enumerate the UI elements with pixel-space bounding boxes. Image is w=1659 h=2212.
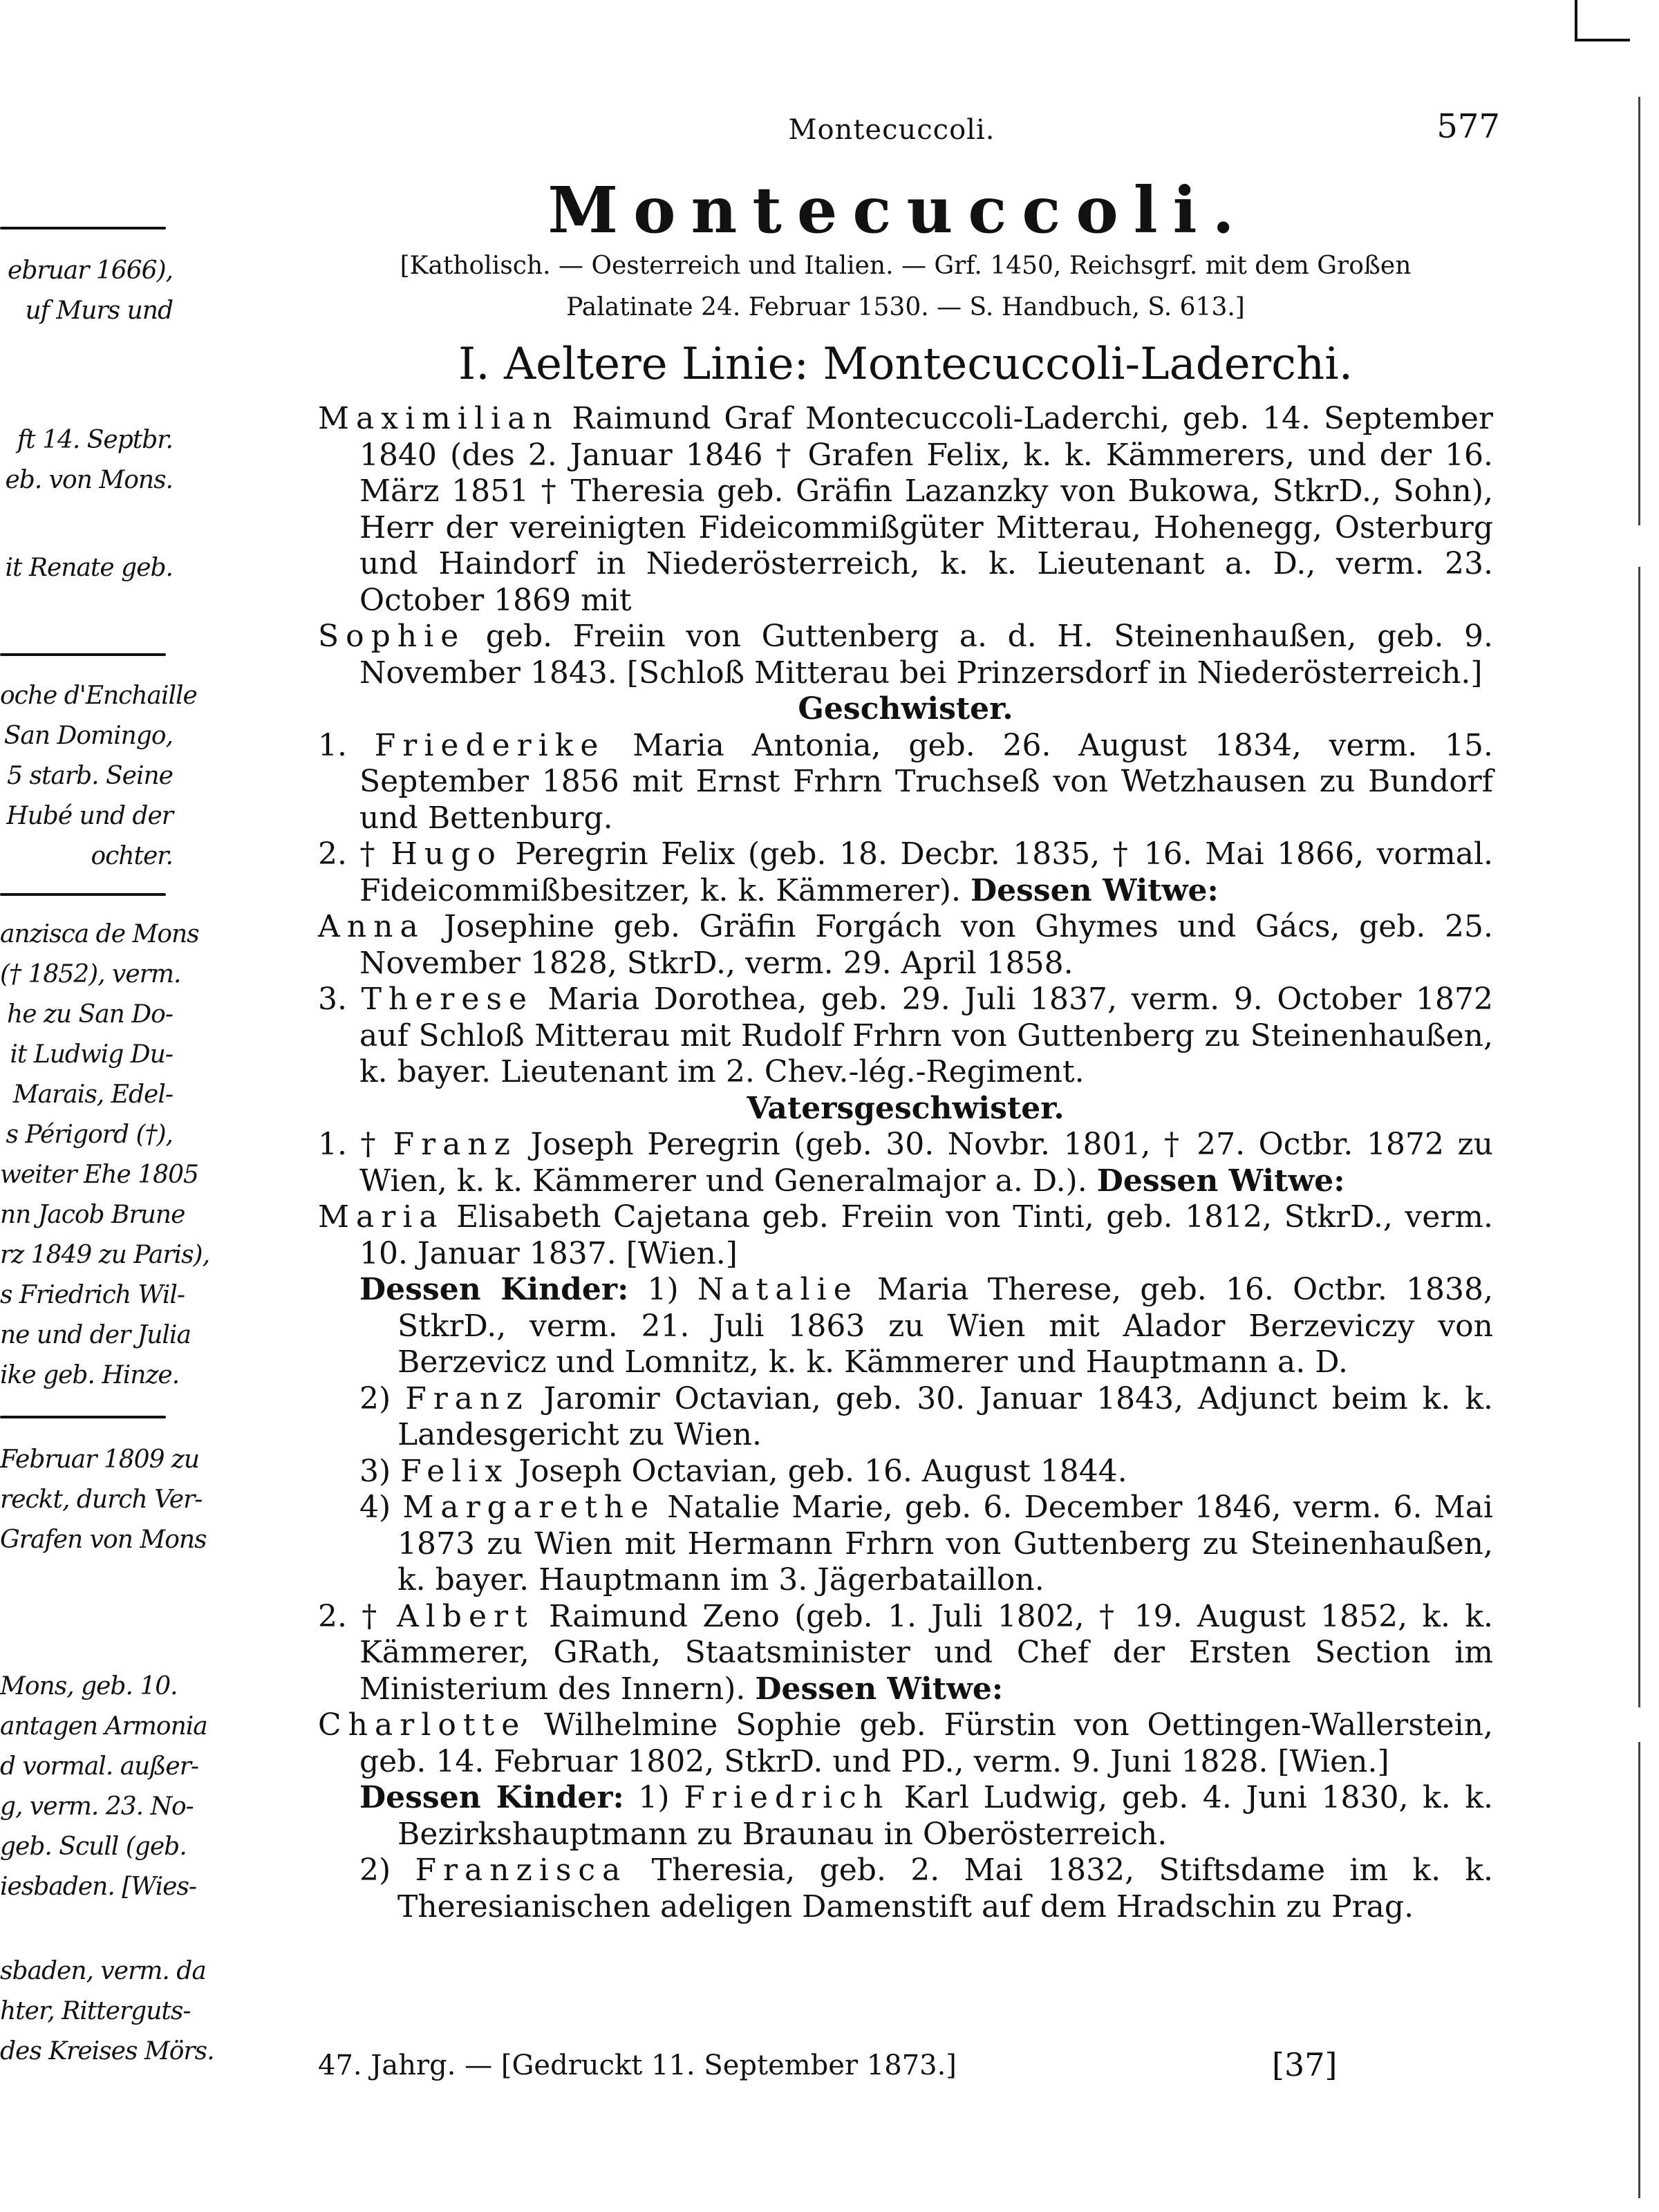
genealogy-body <box>318 401 1493 1925</box>
fragment-line: uf Murs und <box>25 297 173 325</box>
entry-number: 1. <box>318 727 375 763</box>
entry-number: 1) <box>624 1780 684 1815</box>
fragment-line: ike geb. Hinze. <box>0 1361 180 1389</box>
fragment-line: rz 1849 zu Paris), <box>0 1241 210 1269</box>
fragment-line: antagen Armonia <box>0 1712 207 1741</box>
widow-entry <box>318 1707 1493 1780</box>
child-entry <box>318 1381 1493 1454</box>
person-name: Therese <box>361 982 534 1017</box>
spouse-entry <box>318 619 1493 691</box>
fragment-line: Februar 1809 zu <box>0 1445 200 1474</box>
entry-number: 2) <box>359 1853 415 1888</box>
widow-entry <box>318 1199 1493 1272</box>
uncle-entry <box>318 1599 1493 1708</box>
page-edge-line <box>1638 567 1640 1707</box>
entry-text: Maria Therese, geb. 16. Octbr. 1838, StkrD., verm. 21. Juli 1863 zu Wien mit Alador Berzeviczy von Berzevicz und Lomnitz, k. k. Kämmerer und Hauptmann a. D. <box>397 1272 1493 1380</box>
section-title: I. Aeltere Linie: Montecuccoli-Laderchi. <box>458 339 1353 390</box>
crop-mark-vertical <box>1575 0 1577 41</box>
signature-mark: [37] <box>1272 2046 1338 2083</box>
person-name: Hugo <box>391 836 503 872</box>
person-name: Charlotte <box>318 1707 527 1743</box>
widow-label: Dessen Witwe: <box>1096 1163 1345 1199</box>
fragment-line: nn Jacob Brune <box>0 1201 185 1229</box>
fragment-line: San Domingo, <box>3 722 173 750</box>
page-title: Montecuccoli. <box>547 173 1250 247</box>
fragment-line: it Renate geb. <box>5 554 173 582</box>
entry-text: Karl Ludwig, geb. 4. Juni 1830, k. k. Bezirkshauptmann zu Braunau in Oberösterreich. <box>397 1780 1493 1852</box>
person-name: Franz <box>405 1380 529 1416</box>
person-name: Anna <box>318 909 425 944</box>
child-entry <box>318 1454 1493 1490</box>
sibling-entry <box>318 836 1493 909</box>
entry-text: Maria Dorothea, geb. 29. Juli 1837, verm. 9. October 1872 auf Schloß Mitterau mit Rudolf Frhrn von Guttenberg zu Steinenhaußen, k. bayer. Lieutenant im 2. Chev.-lég.-Regiment. <box>359 982 1493 1089</box>
entry-number: 3. <box>318 982 362 1017</box>
fragment-line: d vormal. außer- <box>0 1752 199 1781</box>
person-name: Sophie <box>318 619 466 654</box>
fragment-line: geb. Scull (geb. <box>0 1833 187 1861</box>
fragment-line: he zu San Do- <box>7 1000 173 1029</box>
entry-text: Raimund Graf Montecuccoli-Laderchi, geb. 14. September 1840 (des 2. Januar 1846 † Grafen Felix, k. k. Kämmerers, und der 16. März 1851 † Theresia geb. Gräfin Lazanzky von Bukowa, StkrD., Sohn), Herr der vereinigten Fideicommißgüter Mitterau, Hohenegg, Osterburg und Haindorf in Niederösterreich, k. k. Lieutenant a. D., verm. 23. October 1869 mit <box>359 401 1493 618</box>
fragment-line: des Kreises Mörs. <box>0 2037 214 2065</box>
fragment-rule <box>0 1416 166 1418</box>
sibling-entry <box>318 982 1493 1091</box>
fragment-line: s Friedrich Wil- <box>0 1281 185 1309</box>
person-name: Friederike <box>374 727 606 763</box>
fragment-line: anzisca de Mons <box>0 920 199 948</box>
entry-text: Josephine geb. Gräfin Forgách von Ghymes und Gács, geb. 25. November 1828, StkrD., verm. 29. April 1858. <box>359 909 1493 981</box>
fragment-line: Hubé und der <box>6 802 173 830</box>
head-of-house-entry <box>318 401 1493 619</box>
uncles-heading: Vatersgeschwister. <box>747 1090 1065 1126</box>
fragment-line: ebruar 1666), <box>8 256 173 285</box>
entry-text: geb. Freiin von Guttenberg a. d. H. Steinenhaußen, geb. 9. November 1843. [Schloß Mitterau bei Prinzersdorf in Niederösterreich.] <box>359 619 1493 691</box>
child-entry <box>318 1490 1493 1599</box>
child-entry <box>318 1780 1493 1853</box>
uncle-entry <box>318 1127 1493 1199</box>
running-header: Montecuccoli. <box>788 114 995 146</box>
metadata-line: [Katholisch. — Oesterreich und Italien. — Grf. 1450, Reichsgrf. mit dem Großen <box>400 252 1412 280</box>
person-name: Felix <box>400 1453 509 1489</box>
fragment-line: s Périgord (†), <box>6 1121 173 1149</box>
fragment-line: iesbaden. [Wies- <box>0 1873 197 1901</box>
person-name: Friedrich <box>684 1780 890 1815</box>
person-name: Margarethe <box>402 1490 656 1525</box>
page-number: 577 <box>1436 107 1500 146</box>
entry-number: 2. † <box>318 836 391 872</box>
person-name: Maximilian <box>318 401 559 436</box>
fragment-line: weiter Ehe 1805 <box>0 1161 198 1189</box>
fragment-rule <box>0 227 166 229</box>
fragment-line: Marais, Edel- <box>12 1080 173 1109</box>
page-edge-line <box>1638 97 1640 525</box>
children-label: Dessen Kinder: <box>359 1780 624 1815</box>
entry-number: 1. † <box>318 1127 393 1162</box>
fragment-line: reckt, durch Ver- <box>0 1485 203 1514</box>
entry-text: Peregrin Felix (geb. 18. Decbr. 1835, † 16. Mai 1866, vormal. Fideicommißbesitzer, k. k. Kämmerer). <box>359 836 1493 908</box>
entry-number: 3) <box>359 1453 401 1489</box>
fragment-line: sbaden, verm. da <box>0 1957 206 1985</box>
person-name: Albert <box>396 1598 534 1634</box>
page-edge-line <box>1638 1742 1640 2198</box>
sibling-entry <box>318 728 1493 837</box>
entry-text: Raimund Zeno (geb. 1. Juli 1802, † 19. August 1852, k. k. Kämmerer, GRath, Staatsminister und Chef der Ersten Section im Ministerium des Innern). <box>359 1598 1494 1707</box>
entry-text: Theresia, geb. 2. Mai 1832, Stiftsdame im k. k. Theresianischen adeligen Damenstift auf dem Hradschin zu Prag. <box>397 1853 1493 1924</box>
fragment-line: hter, Ritterguts- <box>0 1997 191 2025</box>
entry-text: Natalie Marie, geb. 6. December 1846, verm. 6. Mai 1873 zu Wien mit Hermann Frhrn von Guttenberg zu Steinenhaußen, k. bayer. Hauptmann im 3. Jägerbataillon. <box>397 1490 1493 1597</box>
left-page-fragment <box>0 0 214 2212</box>
entry-text: Jaromir Octavian, geb. 30. Januar 1843, Adjunct beim k. k. Landesgericht zu Wien. <box>397 1380 1493 1452</box>
entry-text: Elisabeth Cajetana geb. Freiin von Tinti, geb. 1812, StkrD., verm. 10. Januar 1837. [Wien.] <box>359 1199 1493 1271</box>
fragment-line: ne und der Julia <box>0 1321 191 1349</box>
entry-text: Wilhelmine Sophie geb. Fürstin von Oettingen-Wallerstein, geb. 14. Februar 1802, StkrD. und PD., verm. 9. Juni 1828. [Wien.] <box>359 1707 1493 1779</box>
widow-entry <box>318 909 1493 982</box>
fragment-line: ochter. <box>91 842 173 870</box>
fragment-line: Grafen von Mons <box>0 1526 207 1554</box>
person-name: Franzisca <box>415 1853 628 1888</box>
person-name: Natalie <box>697 1272 859 1307</box>
fragment-rule <box>0 893 166 896</box>
fragment-line: it Ludwig Du- <box>10 1040 173 1069</box>
fragment-line: oche d'Enchaille <box>0 682 197 710</box>
metadata-line: Palatinate 24. Februar 1530. — S. Handbuch, S. 613.] <box>566 293 1245 321</box>
child-entry <box>318 1272 1493 1381</box>
widow-label: Dessen Witwe: <box>970 872 1219 908</box>
crop-mark-horizontal <box>1575 39 1630 41</box>
person-name: Franz <box>393 1127 517 1162</box>
fragment-line: Mons, geb. 10. <box>0 1672 178 1700</box>
children-label: Dessen Kinder: <box>359 1272 629 1307</box>
entry-text: Joseph Peregrin (geb. 30. Novbr. 1801, † 27. Octbr. 1872 zu Wien, k. k. Kämmerer und Generalmajor a. D.). <box>359 1127 1493 1199</box>
entry-number: 4) <box>359 1490 403 1525</box>
print-imprint: 47. Jahrg. — [Gedruckt 11. September 1873.] <box>318 2050 957 2081</box>
entry-number: 2. † <box>318 1598 397 1634</box>
fragment-rule <box>0 653 166 656</box>
siblings-heading: Geschwister. <box>798 691 1013 727</box>
fragment-line: g, verm. 23. No- <box>0 1792 194 1821</box>
fragment-line: 5 starb. Seine <box>7 762 173 790</box>
entry-number: 1) <box>628 1272 697 1307</box>
fragment-line: eb. von Mons. <box>5 466 173 494</box>
person-name: Maria <box>318 1199 444 1235</box>
entry-text: Joseph Octavian, geb. 16. August 1844. <box>509 1453 1127 1489</box>
fragment-line: († 1852), verm. <box>0 960 181 988</box>
entry-text: Maria Antonia, geb. 26. August 1834, verm. 15. September 1856 mit Ernst Frhrn Truchseß von Wetzhausen zu Bundorf und Bettenburg. <box>359 727 1494 836</box>
widow-label: Dessen Witwe: <box>755 1671 1004 1707</box>
entry-number: 2) <box>359 1380 406 1416</box>
fragment-line: ft 14. Septbr. <box>17 426 173 454</box>
family-metadata <box>318 245 1493 328</box>
child-entry <box>318 1853 1493 1925</box>
